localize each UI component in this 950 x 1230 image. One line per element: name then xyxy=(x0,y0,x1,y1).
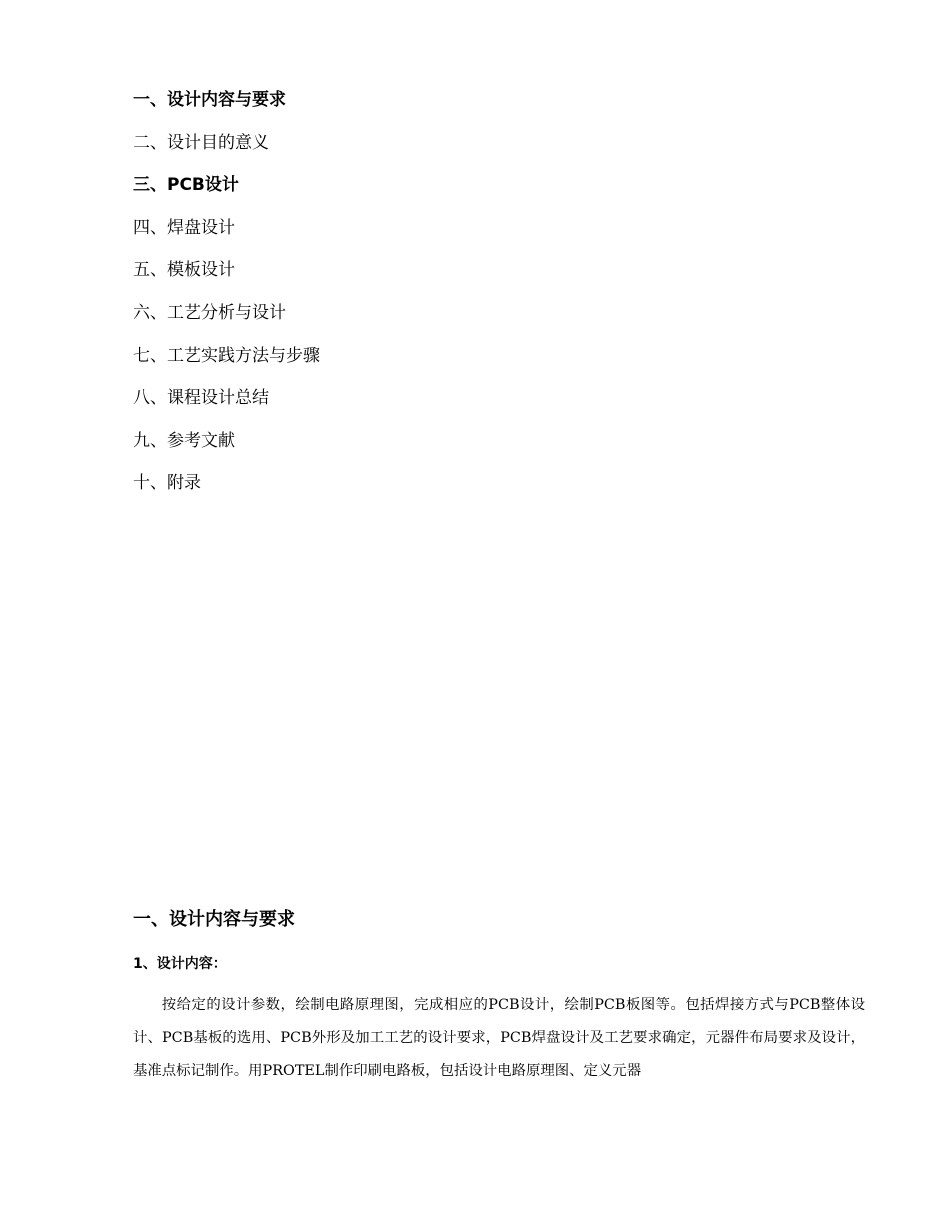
toc-item-1: 一、设计内容与要求 xyxy=(133,90,286,110)
toc-item-7: 七、工艺实践方法与步骤 xyxy=(133,345,320,366)
table-of-contents xyxy=(133,86,733,512)
toc-item-10: 十、附录 xyxy=(133,473,201,494)
toc-item-6: 六、工艺分析与设计 xyxy=(133,302,286,323)
section-design-content xyxy=(133,906,865,1088)
toc-item-2: 二、设计目的意义 xyxy=(133,132,269,153)
toc-item-3: 三、PCB设计 xyxy=(133,175,239,196)
toc-item-8: 八、课程设计总结 xyxy=(133,388,269,409)
subsection-title: 1、设计内容： xyxy=(133,956,227,972)
toc-item-4: 四、焊盘设计 xyxy=(133,217,235,238)
toc-item-5: 五、模板设计 xyxy=(133,260,235,281)
section-title: 一、设计内容与要求 xyxy=(133,909,295,930)
toc-item-9: 九、参考文献 xyxy=(133,430,235,451)
body-paragraph: 按给定的设计参数，绘制电路原理图，完成相应的PCB设计，绘制PCB板图等。包括焊接方式与PCB整体设计、PCB基板的选用、PCB外形及加工工艺的设计要求，PCB焊盘设计及工艺要求确定，元器件布局要求及设计，基准点标记制作。用PROTEL制作印刷电路板，包括设计电路原理图、定义元器 xyxy=(133,997,865,1079)
